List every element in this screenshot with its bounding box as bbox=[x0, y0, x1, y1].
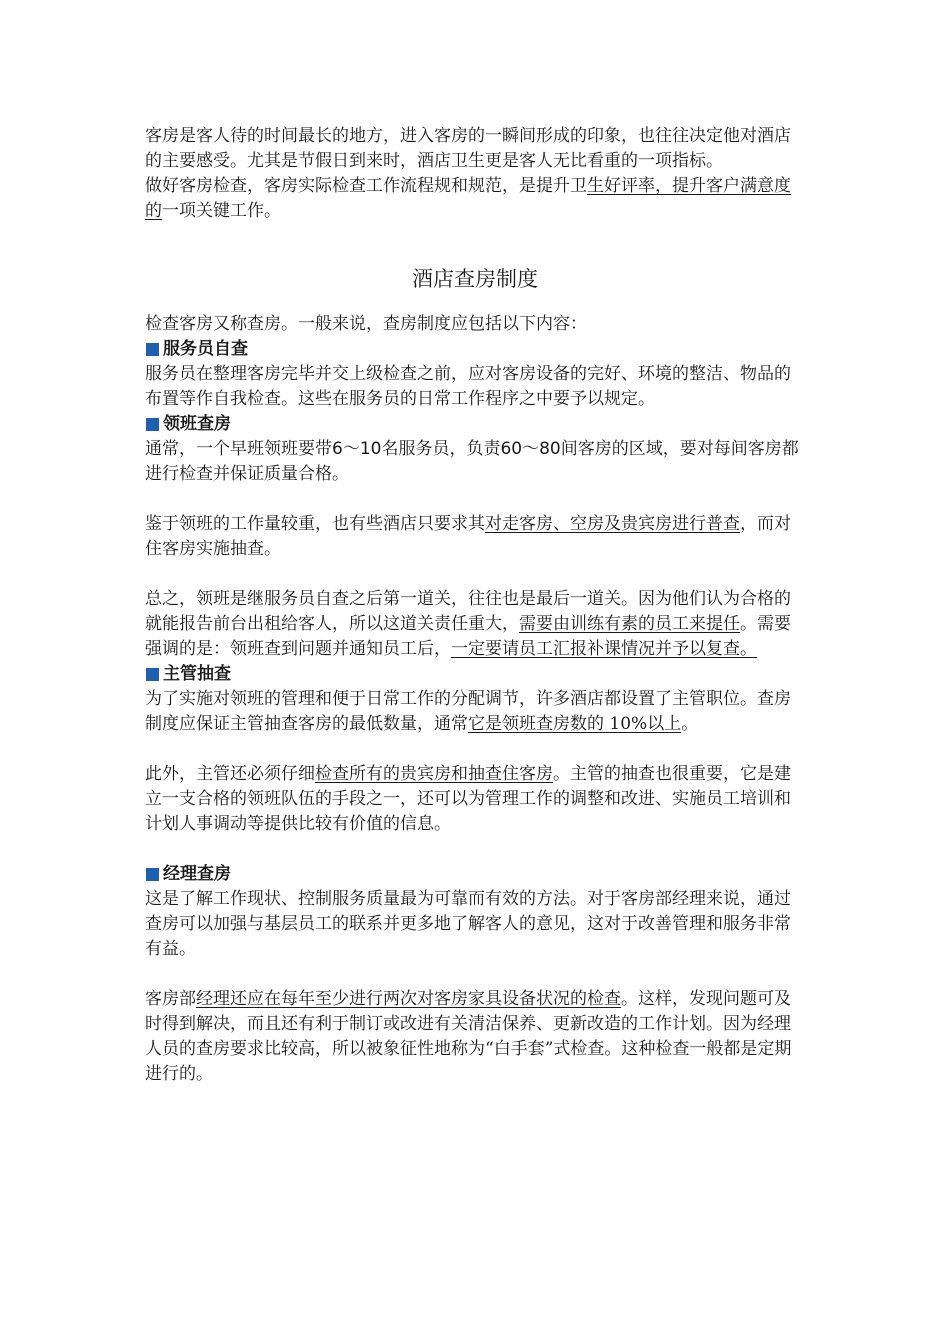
text-run: 鉴于领班的工作量较重，也有些酒店只要求其 bbox=[145, 514, 485, 534]
spot-check-paragraph-2 bbox=[145, 762, 805, 837]
section-heading-label: 领班查房 bbox=[163, 414, 231, 434]
supervisor-paragraph-3 bbox=[145, 587, 805, 662]
text-run: 。主管的抽查也很重要，它是建立一支合格的领班队伍的手段之一，还可以为管理工作的调整和改进、实施员工培训和计划人事调动等提供比较有价值的信息。 bbox=[145, 764, 791, 834]
section-heading-manager-spot-check bbox=[145, 662, 805, 687]
underlined-text: 它是领班查房数的 10%以上 bbox=[468, 714, 682, 734]
section-heading-self-check bbox=[145, 337, 805, 362]
section-heading-label: 主管抽查 bbox=[163, 664, 231, 684]
document-title: 酒店查房制度 bbox=[412, 267, 538, 291]
section-heading-manager-inspection bbox=[145, 862, 805, 887]
text-run: 。需要强调的是：领班查到问题并通知员工后， bbox=[145, 614, 791, 659]
manager-paragraph-2 bbox=[145, 987, 805, 1087]
text-run: 。这样，发现问题可及时得到解决，而且还有利于制订或改进有关清洁保养、更新改造的工作计划。因为经理人员的查房要求比较高，所以被象征性地称为“白手套”式检查。这种检查一般都是定期进行的。 bbox=[145, 989, 792, 1084]
staff-count-range: 6～10 bbox=[332, 439, 382, 459]
section-heading-label: 经理查房 bbox=[163, 864, 231, 884]
intro-paragraph-2 bbox=[145, 174, 805, 224]
manager-paragraph-1: 这是了解工作现状、控制服务质量最为可靠而有效的方法。对于客房部经理来说，通过查房可以加强与基层员工的联系并更多地了解客人的意见，这对于改善管理和服务非常有益。 bbox=[145, 889, 791, 959]
text-run: 此外，主管还必须仔细 bbox=[145, 764, 315, 784]
room-count-range: 60～80 bbox=[500, 439, 561, 459]
blue-square-bullet-icon bbox=[146, 418, 159, 431]
blue-square-bullet-icon bbox=[146, 343, 159, 356]
text-run: 通常，一个早班领班要带 bbox=[145, 439, 332, 459]
intro-paragraph-1: 客房是客人待的时间最长的地方，进入客房的一瞬间形成的印象，也往往决定他对酒店的主要感受。尤其是节假日到来时，酒店卫生更是客人无比看重的一项指标。 bbox=[145, 126, 791, 171]
underlined-text: 需要由训练有素的员工来提任 bbox=[519, 614, 740, 634]
section-heading-label: 服务员自查 bbox=[163, 339, 248, 359]
text-run: 总之，领班是继服务员自查之后第一道关，往往也是最后一道关。因为他们认为合格的就能报告前台出租给客人，所以这道关责任重大， bbox=[145, 589, 791, 634]
underlined-text: 对走客房、空房及贵宾房进行普查 bbox=[485, 514, 740, 534]
paragraph-gap bbox=[145, 562, 805, 587]
section-heading-supervisor-check bbox=[145, 412, 805, 437]
supervisor-paragraph-2 bbox=[145, 512, 805, 562]
intro-p2-text-b: 一项关键工作。 bbox=[162, 201, 281, 221]
lead-paragraph: 检查客房又称查房。一般来说，查房制度应包括以下内容： bbox=[145, 314, 587, 334]
intro-p2-text-a: 做好客房检查，客房实际检查工作流程规和规范，是提升卫 bbox=[145, 176, 587, 196]
self-check-paragraph: 服务员在整理客房完毕并交上级检查之前，应对客房设备的完好、环境的整洁、物品的布置等作自我检查。这些在服务员的日常工作程序之中要予以规定。 bbox=[145, 364, 791, 409]
intro-p2-underlined: 生好评率，提升客户满意度的 bbox=[145, 176, 791, 221]
paragraph-gap bbox=[145, 837, 805, 862]
blue-square-bullet-icon bbox=[146, 668, 159, 681]
text-run: 。 bbox=[681, 714, 699, 734]
text-run: 客房部 bbox=[145, 989, 196, 1009]
underlined-text: 一定要请员工汇报补课情况并予以复查。 bbox=[451, 639, 757, 659]
spot-check-paragraph-1 bbox=[145, 687, 805, 737]
document-body bbox=[145, 124, 805, 1087]
paragraph-gap bbox=[145, 962, 805, 987]
text-run: 为了实施对领班的管理和便于日常工作的分配调节，许多酒店都设置了主管职位。查房制度应保证主管抽查客房的最低数量，通常 bbox=[145, 689, 791, 734]
paragraph-gap bbox=[145, 487, 805, 512]
blue-square-bullet-icon bbox=[146, 868, 159, 881]
text-run: ，而对住客房实施抽查。 bbox=[145, 514, 791, 559]
supervisor-paragraph-1 bbox=[145, 437, 805, 487]
text-run: 名服务员，负责 bbox=[381, 439, 501, 459]
underlined-text: 经理还应在每年至少进行两次对客房家具设备状况的检查 bbox=[196, 989, 621, 1009]
text-run: 间客房的区域，要对每间客房都进行检查并保证质量合格。 bbox=[145, 439, 799, 484]
underlined-text: 检查所有的贵宾房和抽查住客房 bbox=[315, 764, 553, 784]
paragraph-gap bbox=[145, 737, 805, 762]
